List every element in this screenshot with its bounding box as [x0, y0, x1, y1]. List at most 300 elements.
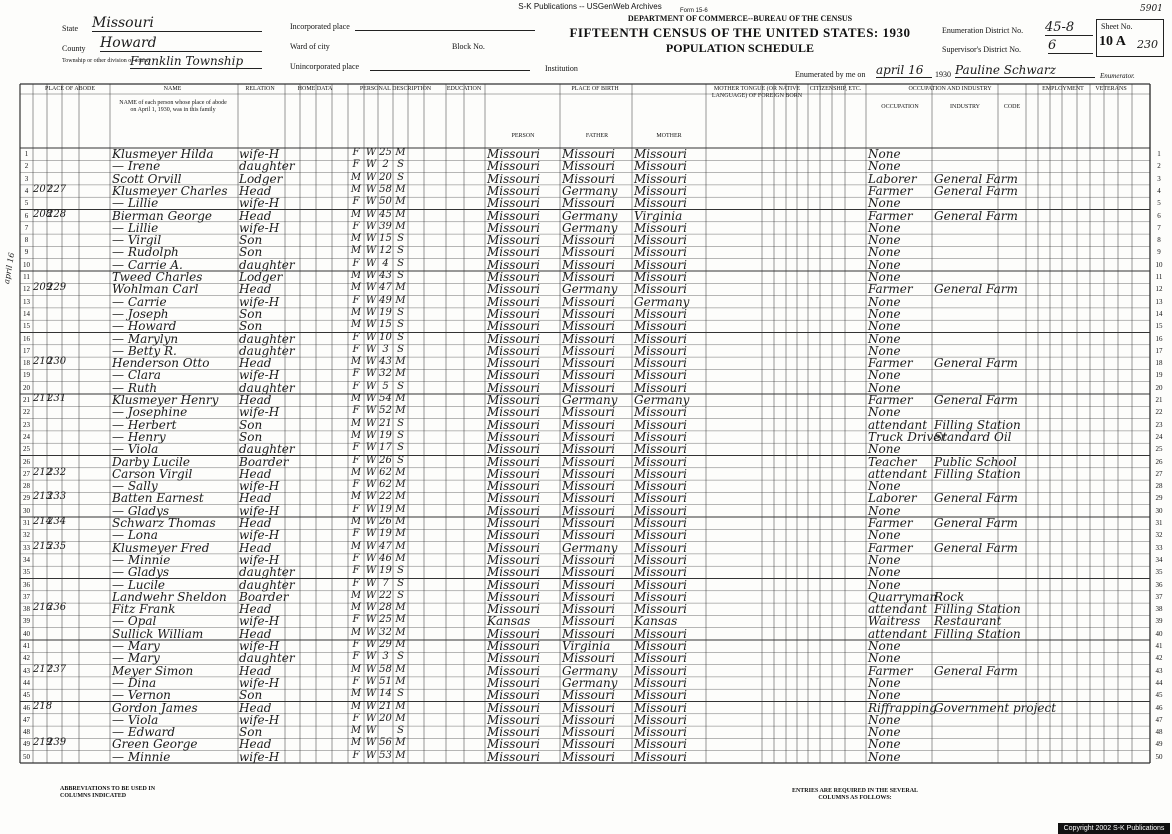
- father-birthplace-cell: Missouri: [562, 257, 615, 272]
- birthplace-cell: Missouri: [487, 552, 540, 567]
- line-number: 18: [23, 359, 30, 368]
- birthplace-cell: Missouri: [487, 589, 540, 604]
- occupation-cell: None: [868, 552, 901, 567]
- name-cell: — Lucile: [112, 577, 166, 592]
- sex-cell: M: [350, 245, 362, 257]
- industry-cell: General Farm: [934, 208, 1018, 223]
- race-cell: W: [365, 577, 377, 589]
- name-cell: — Ruth: [112, 380, 158, 395]
- occupation-cell: Farmer: [868, 356, 913, 371]
- line-number-right: 11: [1155, 273, 1163, 281]
- line-number-right: 12: [1155, 285, 1163, 294]
- age-cell: 26: [379, 454, 392, 466]
- line-number: 4: [24, 186, 29, 195]
- birthplace-cell: Missouri: [487, 196, 540, 211]
- block-label: Block No.: [452, 42, 485, 51]
- father-birthplace-cell: Missouri: [562, 454, 615, 469]
- line-number-right: 34: [1155, 555, 1163, 564]
- line-number: 38: [23, 605, 30, 614]
- sex-cell: F: [352, 196, 360, 208]
- line-number: 34: [23, 555, 30, 564]
- birthplace-cell: Missouri: [487, 516, 540, 530]
- age-cell: 54: [379, 393, 392, 404]
- name-cell: Bierman George: [112, 208, 213, 223]
- father-birthplace-cell: Missouri: [562, 749, 615, 764]
- age-cell: 4: [382, 257, 389, 269]
- birthplace-cell: Missouri: [487, 479, 540, 494]
- father-birthplace-cell: Missouri: [562, 245, 615, 260]
- line-number: 13: [23, 297, 30, 306]
- race-cell: W: [365, 331, 377, 343]
- line-number: 36: [23, 580, 30, 589]
- birth-father: FATHER: [585, 133, 609, 139]
- occupation-cell: Riffrapping: [868, 700, 937, 715]
- family-no: 237: [47, 663, 67, 675]
- age-cell: 25: [379, 147, 392, 158]
- footer-abbreviations: ABBREVIATIONS TO BE USED IN COLUMNS INDICATED: [60, 786, 156, 799]
- age-cell: 39: [379, 220, 392, 232]
- dwelling-no: 213: [33, 491, 53, 503]
- relation-cell: daughter: [239, 442, 295, 457]
- father-birthplace-cell: Missouri: [562, 503, 615, 518]
- age-cell: 12: [379, 245, 392, 257]
- line-number: 29: [23, 494, 30, 503]
- group-place-of-abode: PLACE OF ABODE: [44, 86, 95, 92]
- relation-cell: Son: [239, 245, 263, 260]
- line-number-right: 30: [1155, 506, 1163, 515]
- birthplace-cell: Missouri: [487, 171, 540, 186]
- marital-cell: M: [395, 675, 406, 687]
- father-birthplace-cell: Missouri: [562, 479, 615, 494]
- name-cell: — Henry: [112, 429, 166, 444]
- birthplace-cell: Missouri: [487, 602, 540, 617]
- line-number-right: 46: [1155, 703, 1163, 712]
- dwelling-no: 218: [33, 700, 53, 712]
- birthplace-cell: Missouri: [487, 393, 540, 407]
- age-cell: 46: [379, 552, 392, 564]
- father-birthplace-cell: Germany: [562, 208, 618, 223]
- dwelling-no: 217: [33, 663, 53, 675]
- father-birthplace-cell: Missouri: [562, 712, 615, 727]
- race-cell: W: [365, 454, 377, 466]
- margin-note: april 16: [2, 251, 17, 285]
- name-header: NAME of each person whose place of abode on April 1, 1930, was in this family: [119, 100, 227, 113]
- marital-cell: M: [395, 196, 406, 208]
- race-cell: W: [365, 147, 377, 158]
- sheet-stamp: 230: [1137, 38, 1158, 51]
- occupation-cell: Farmer: [868, 183, 913, 198]
- mother-birthplace-cell: Germany: [634, 294, 690, 309]
- marital-cell: M: [395, 503, 406, 515]
- group-mother-tongue: MOTHER TONGUE (OR NATIVE LANGUAGE) OF FOREIGN BORN: [711, 86, 803, 99]
- race-cell: W: [365, 220, 377, 232]
- sex-cell: F: [352, 651, 360, 663]
- mother-birthplace-cell: Kansas: [634, 614, 678, 629]
- line-number: 42: [23, 654, 30, 663]
- name-cell: — Joseph: [112, 306, 169, 321]
- race-cell: W: [365, 429, 377, 441]
- father-birthplace-cell: Missouri: [562, 565, 615, 580]
- industry-cell: Government project: [934, 700, 1057, 715]
- relation-cell: Head: [239, 516, 272, 530]
- age-cell: 19: [379, 429, 392, 441]
- age-cell: 49: [379, 294, 392, 306]
- age-cell: 22: [379, 589, 392, 601]
- enumerated-date: april 16: [876, 63, 932, 78]
- age-cell: 26: [379, 516, 392, 527]
- birthplace-cell: Missouri: [487, 429, 540, 444]
- industry-cell: Filling Station: [934, 602, 1021, 617]
- father-birthplace-cell: Missouri: [562, 466, 615, 481]
- race-cell: W: [365, 737, 377, 749]
- mother-birthplace-cell: Missouri: [634, 183, 687, 198]
- industry-cell: General Farm: [934, 393, 1018, 407]
- race-cell: W: [365, 393, 377, 404]
- marital-cell: M: [395, 208, 406, 220]
- name-cell: — Lillie: [112, 196, 159, 211]
- sex-cell: F: [352, 565, 360, 577]
- birthplace-cell: Missouri: [487, 454, 540, 469]
- township-label: Township or other division of county: [62, 58, 152, 64]
- father-birthplace-cell: Missouri: [562, 429, 615, 444]
- relation-cell: wife-H: [239, 675, 280, 690]
- sex-cell: M: [350, 626, 362, 638]
- mother-birthplace-cell: Missouri: [634, 417, 687, 432]
- relation-cell: Head: [239, 183, 272, 198]
- occupation-cell: None: [868, 688, 901, 703]
- name-cell: — Vernon: [112, 688, 171, 703]
- table-row: [0, 751, 1172, 763]
- race-cell: W: [365, 602, 377, 614]
- age-cell: 62: [379, 466, 392, 478]
- occupation-cell: None: [868, 405, 901, 420]
- occupation-cell: attendant: [868, 417, 928, 432]
- mother-birthplace-cell: Missouri: [634, 442, 687, 457]
- birthplace-cell: Missouri: [487, 737, 540, 752]
- sex-cell: F: [352, 294, 360, 306]
- occupation-cell: None: [868, 442, 901, 457]
- mother-birthplace-cell: Missouri: [634, 245, 687, 260]
- dwelling-no: 215: [33, 540, 53, 552]
- mother-birthplace-cell: Missouri: [634, 675, 687, 690]
- occupation-cell: None: [868, 368, 901, 383]
- marital-cell: S: [397, 233, 404, 245]
- dwelling-no: 214: [33, 516, 53, 527]
- marital-cell: M: [395, 282, 406, 294]
- line-number-right: 23: [1155, 420, 1163, 429]
- institution-label: Institution: [545, 64, 578, 73]
- relation-cell: daughter: [239, 380, 295, 395]
- father-birthplace-cell: Missouri: [562, 577, 615, 592]
- mother-birthplace-cell: Missouri: [634, 233, 687, 248]
- line-number-right: 8: [1157, 236, 1161, 245]
- sex-cell: F: [352, 343, 360, 355]
- copyright-badge: Copyright 2002 S-K Publications: [1058, 823, 1170, 834]
- age-cell: 45: [379, 208, 392, 220]
- birthplace-cell: Missouri: [487, 147, 540, 161]
- relation-cell: Head: [239, 208, 272, 223]
- sex-cell: M: [350, 356, 362, 368]
- line-number: 19: [23, 371, 30, 380]
- occupation-cell: None: [868, 675, 901, 690]
- relation-cell: Head: [239, 491, 272, 506]
- relation-cell: wife-H: [239, 368, 280, 383]
- line-number: 46: [23, 703, 30, 712]
- mother-birthplace-cell: Missouri: [634, 429, 687, 444]
- line-number-right: 13: [1155, 297, 1163, 306]
- sex-cell: M: [350, 171, 362, 183]
- line-number: 8: [24, 236, 29, 245]
- relation-cell: daughter: [239, 565, 295, 580]
- sex-cell: M: [350, 516, 362, 527]
- age-cell: 22: [379, 491, 392, 503]
- line-number: 10: [23, 260, 30, 269]
- sex-cell: M: [350, 183, 362, 195]
- age-cell: 52: [379, 405, 392, 417]
- age-cell: 10: [379, 331, 392, 343]
- line-number-right: 15: [1155, 322, 1163, 331]
- father-birthplace-cell: Missouri: [562, 737, 615, 752]
- mother-birthplace-cell: Missouri: [634, 220, 687, 235]
- age-cell: 2: [382, 159, 389, 171]
- line-number: 37: [23, 592, 30, 601]
- group-personal-description: PERSONAL DESCRIPTION: [359, 86, 432, 92]
- name-cell: — Josephine: [112, 405, 188, 420]
- birthplace-cell: Missouri: [487, 183, 540, 198]
- occupation-cell: None: [868, 147, 901, 161]
- line-number-right: 29: [1155, 494, 1163, 503]
- race-cell: W: [365, 257, 377, 269]
- line-number-right: 36: [1155, 580, 1163, 589]
- occupation-cell: None: [868, 343, 901, 358]
- occupation-cell: Farmer: [868, 282, 913, 297]
- marital-cell: M: [395, 147, 406, 158]
- age-cell: 14: [379, 688, 392, 700]
- sex-cell: F: [352, 552, 360, 564]
- name-cell: Meyer Simon: [112, 663, 194, 678]
- race-cell: W: [365, 749, 377, 761]
- race-cell: W: [365, 183, 377, 195]
- line-number: 24: [23, 432, 30, 441]
- father-birthplace-cell: Missouri: [562, 688, 615, 703]
- industry-cell: Filling Station: [934, 417, 1021, 432]
- mother-birthplace-cell: Missouri: [634, 319, 687, 334]
- marital-cell: S: [397, 429, 404, 441]
- mother-birthplace-cell: Missouri: [634, 159, 687, 174]
- mother-birthplace-cell: Missouri: [634, 589, 687, 604]
- relation-cell: Head: [239, 602, 272, 617]
- race-cell: W: [365, 159, 377, 171]
- industry-cell: General Farm: [934, 516, 1018, 530]
- race-cell: W: [365, 442, 377, 454]
- census-title: FIFTEENTH CENSUS OF THE UNITED STATES: 1930: [569, 25, 911, 40]
- line-number: 43: [23, 666, 30, 675]
- sex-cell: M: [350, 282, 362, 294]
- sex-cell: F: [352, 528, 360, 540]
- line-number: 11: [23, 273, 30, 281]
- race-cell: W: [365, 171, 377, 183]
- line-number: 20: [23, 383, 30, 392]
- marital-cell: S: [397, 417, 404, 429]
- industry-cell: General Farm: [934, 491, 1018, 506]
- line-number-right: 5: [1157, 199, 1161, 208]
- father-birthplace-cell: Germany: [562, 393, 618, 407]
- race-cell: W: [365, 466, 377, 478]
- relation-cell: Son: [239, 725, 263, 740]
- age-cell: 47: [379, 540, 392, 552]
- age-cell: 7: [382, 577, 389, 589]
- line-number-right: 35: [1155, 568, 1163, 577]
- father-birthplace-cell: Missouri: [562, 602, 615, 617]
- relation-cell: Son: [239, 417, 263, 432]
- sex-cell: M: [350, 208, 362, 220]
- father-birthplace-cell: Missouri: [562, 442, 615, 457]
- relation-cell: daughter: [239, 651, 295, 666]
- mother-birthplace-cell: Missouri: [634, 171, 687, 186]
- line-number-right: 10: [1155, 260, 1163, 269]
- mother-birthplace-cell: Missouri: [634, 725, 687, 740]
- relation-cell: wife-H: [239, 614, 280, 629]
- dwelling-no: 210: [33, 356, 53, 368]
- father-birthplace-cell: Missouri: [562, 319, 615, 334]
- mother-birthplace-cell: Missouri: [634, 528, 687, 543]
- county-value: Howard: [100, 35, 262, 52]
- name-cell: — Dina: [112, 675, 157, 690]
- family-no: 233: [47, 491, 67, 503]
- line-number: 48: [23, 728, 30, 737]
- relation-cell: wife-H: [239, 479, 280, 494]
- race-cell: W: [365, 528, 377, 540]
- race-cell: W: [365, 589, 377, 601]
- age-cell: 3: [382, 651, 389, 663]
- name-cell: — Lillie: [112, 220, 159, 235]
- mother-birthplace-cell: Missouri: [634, 688, 687, 703]
- sex-cell: F: [352, 675, 360, 687]
- sex-cell: M: [350, 319, 362, 331]
- dwelling-no: 216: [33, 602, 53, 614]
- marital-cell: S: [397, 257, 404, 269]
- mother-birthplace-cell: Virginia: [634, 208, 683, 223]
- marital-cell: S: [397, 565, 404, 577]
- sheet-number: 10 A: [1099, 34, 1126, 49]
- occupation-cell: None: [868, 651, 901, 666]
- line-number-right: 18: [1155, 359, 1163, 368]
- mother-birthplace-cell: Missouri: [634, 196, 687, 211]
- birthplace-cell: Missouri: [487, 749, 540, 764]
- relation-cell: Head: [239, 540, 272, 555]
- race-cell: W: [365, 626, 377, 638]
- line-number-right: 14: [1155, 309, 1163, 318]
- sex-cell: M: [350, 429, 362, 441]
- sheet-label: Sheet No.: [1101, 22, 1133, 31]
- name-cell: — Viola: [112, 442, 159, 457]
- line-number-right: 7: [1157, 223, 1161, 232]
- marital-cell: M: [395, 700, 406, 712]
- father-birthplace-cell: Missouri: [562, 491, 615, 506]
- mother-birthplace-cell: Missouri: [634, 516, 687, 530]
- line-number-right: 20: [1155, 383, 1163, 392]
- race-cell: W: [365, 294, 377, 306]
- relation-cell: wife-H: [239, 405, 280, 420]
- mother-birthplace-cell: Missouri: [634, 503, 687, 518]
- father-birthplace-cell: Germany: [562, 540, 618, 555]
- name-cell: — Betty R.: [112, 343, 177, 358]
- occupation-cell: None: [868, 245, 901, 260]
- age-cell: 19: [379, 503, 392, 515]
- father-birthplace-cell: Missouri: [562, 614, 615, 629]
- line-number: 27: [23, 469, 30, 478]
- occupation-cell: None: [868, 639, 901, 653]
- line-number: 23: [23, 420, 30, 429]
- sex-cell: F: [352, 159, 360, 171]
- relation-cell: Lodger: [239, 270, 283, 284]
- father-birthplace-cell: Germany: [562, 675, 618, 690]
- line-number-right: 16: [1155, 334, 1163, 343]
- sex-cell: F: [352, 712, 360, 724]
- publisher-line: S-K Publications -- USGenWeb Archives: [518, 2, 662, 11]
- age-cell: 20: [379, 171, 392, 183]
- name-cell: — Viola: [112, 712, 159, 727]
- occupation-cell: None: [868, 159, 901, 174]
- sex-cell: F: [352, 577, 360, 589]
- father-birthplace-cell: Missouri: [562, 171, 615, 186]
- line-number: 2: [24, 162, 29, 171]
- enumerated-label: Enumerated by me on: [795, 70, 866, 79]
- name-cell: Green George: [112, 737, 198, 752]
- group-occupation-industry: OCCUPATION AND INDUSTRY: [908, 86, 992, 92]
- mother-birthplace-cell: Germany: [634, 393, 690, 407]
- marital-cell: S: [397, 245, 404, 257]
- father-birthplace-cell: Germany: [562, 220, 618, 235]
- group-veterans: VETERANS: [1095, 86, 1127, 92]
- line-number: 45: [23, 691, 30, 700]
- birthplace-cell: Missouri: [487, 208, 540, 223]
- relation-cell: wife-H: [239, 552, 280, 567]
- line-number-right: 31: [1155, 519, 1163, 527]
- father-birthplace-cell: Missouri: [562, 405, 615, 420]
- relation-cell: Son: [239, 319, 263, 334]
- race-cell: W: [365, 282, 377, 294]
- family-no: 231: [47, 393, 67, 404]
- relation-cell: daughter: [239, 159, 295, 174]
- sex-cell: F: [352, 442, 360, 454]
- race-cell: W: [365, 306, 377, 318]
- industry-cell: Filling Station: [934, 626, 1021, 641]
- line-number: 30: [23, 506, 30, 515]
- name-cell: — Mary: [112, 651, 160, 666]
- race-cell: W: [365, 319, 377, 331]
- occupation-cell: None: [868, 380, 901, 395]
- occupation-cell: Farmer: [868, 393, 913, 407]
- line-number: 25: [23, 445, 30, 454]
- mother-birthplace-cell: Missouri: [634, 491, 687, 506]
- race-cell: W: [365, 688, 377, 700]
- birthplace-cell: Missouri: [487, 319, 540, 334]
- relation-cell: daughter: [239, 343, 295, 358]
- unincorporated-label: Unincorporated place: [290, 62, 360, 71]
- birthplace-cell: Missouri: [487, 405, 540, 420]
- name-cell: — Marylyn: [112, 331, 179, 346]
- occupation-cell: attendant: [868, 466, 928, 481]
- mother-birthplace-cell: Missouri: [634, 479, 687, 494]
- marital-cell: M: [395, 368, 406, 380]
- mother-birthplace-cell: Missouri: [634, 405, 687, 420]
- name-cell: — Irene: [112, 159, 161, 174]
- sex-cell: M: [350, 491, 362, 503]
- marital-cell: S: [397, 380, 404, 392]
- relation-cell: wife-H: [239, 639, 280, 653]
- incorporated-label: Incorporated place: [290, 22, 350, 31]
